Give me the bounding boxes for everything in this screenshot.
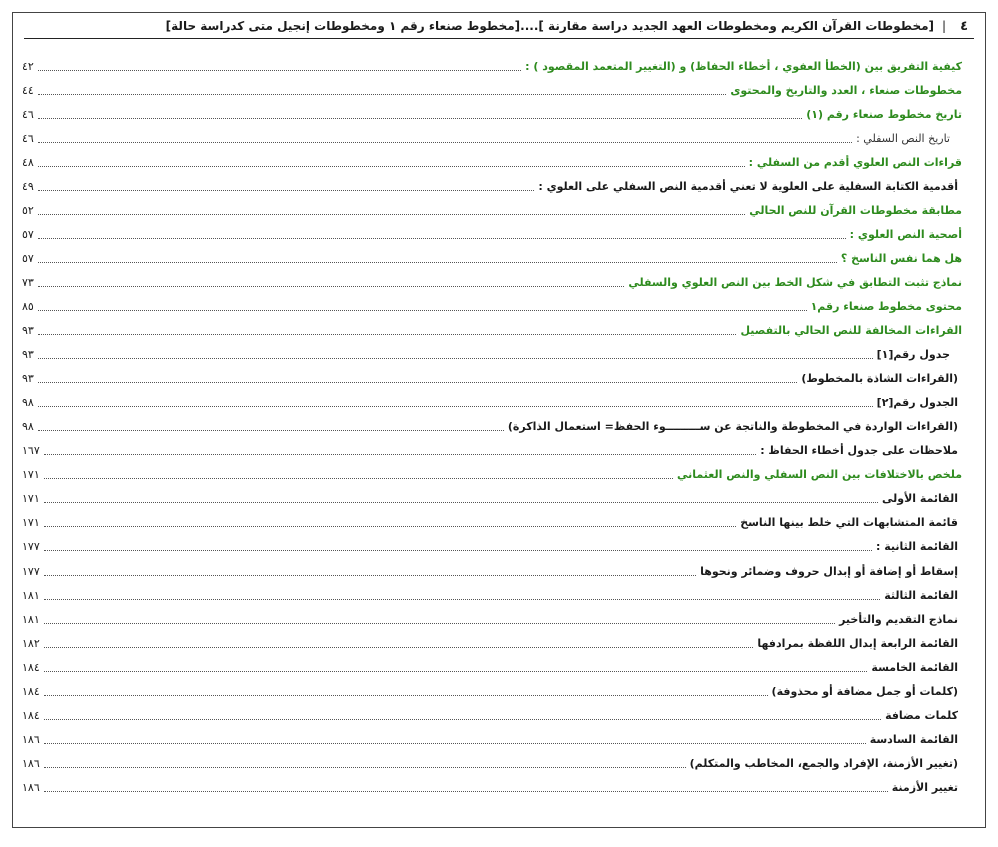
toc-entry-page: ١٧١ (22, 492, 40, 506)
dot-leader (38, 94, 727, 95)
toc-entry[interactable] (22, 463, 962, 487)
toc-entry-page: ١٧٧ (22, 540, 40, 554)
toc-entry-page: ١٨٦ (22, 780, 40, 794)
toc-entry-page: ٤٨ (22, 155, 34, 169)
dot-leader (44, 791, 888, 792)
toc-entry-page: ٤٩ (22, 179, 34, 193)
header-title: [مخطوطات القرآن الكريم ومخطوطات العهد الجديد دراسة مقارنة ]....[مخطوط صنعاء رقم ١ ومخطوطات إنجيل متى كدراسة حالة] (165, 19, 935, 33)
dot-leader (44, 575, 696, 576)
toc-entry-title: القائمة الأولى (881, 492, 958, 506)
dot-leader (38, 286, 625, 287)
toc-entry-title: ملاحظات على جدول أخطاء الحفاظ : (760, 444, 958, 458)
toc-entry[interactable] (22, 150, 962, 174)
dot-leader (44, 599, 880, 600)
toc-entry-page: ٩٣ (22, 372, 34, 386)
toc-entry[interactable] (22, 751, 962, 775)
toc-entry-page: ٩٣ (22, 348, 34, 362)
page-number: ٤ (960, 18, 968, 34)
toc-entry[interactable] (22, 102, 962, 126)
toc-entry-title: نماذج التقديم والتأخير (839, 612, 958, 626)
toc-entry[interactable] (22, 78, 962, 102)
toc-entry[interactable] (22, 54, 962, 78)
dot-leader (38, 310, 807, 311)
toc-entry[interactable] (22, 343, 962, 367)
toc-entry-title: أصحية النص العلوي : (849, 227, 962, 241)
toc-entry-title: أقدمية الكتابة السفلية على العلوية لا تعني أقدمية النص السفلي على العلوي : (538, 179, 958, 193)
toc-entry[interactable] (22, 559, 962, 583)
toc-entry[interactable] (22, 126, 962, 150)
toc-entry-title: القائمة الرابعة إبدال اللفظة بمرادفها (757, 636, 958, 650)
toc-entry-page: ٤٢ (22, 59, 34, 73)
dot-leader (44, 454, 756, 455)
toc-entry-title: تاريخ النص السفلي : (856, 131, 950, 145)
toc-entry-page: ١٧١ (22, 516, 40, 530)
dot-leader (38, 382, 797, 383)
toc-entry-title: مطابقة مخطوطات القرآن للنص الحالي (749, 203, 962, 217)
toc-entry[interactable] (22, 775, 962, 799)
toc-entry[interactable] (22, 415, 962, 439)
toc-entry-page: ١٨١ (22, 612, 40, 626)
toc-entry-title: (كلمات أو جمل مضافة أو محذوفة) (771, 684, 958, 698)
running-header (24, 14, 974, 39)
toc-entry[interactable] (22, 703, 962, 727)
dot-leader (44, 526, 736, 527)
toc-entry[interactable] (22, 367, 962, 391)
toc-entry-page: ٥٧ (22, 251, 34, 265)
toc-entry-title: القائمة الخامسة (871, 660, 958, 674)
toc-entry[interactable] (22, 246, 962, 270)
toc-entry-title: إسقاط أو إضافة أو إبدال حروف وضمائر ونحوها (700, 564, 958, 578)
dot-leader (38, 70, 521, 71)
toc-entry-title: قائمة المتشابهات التي خلط بينها الناسخ (740, 516, 958, 530)
header-divider: | (942, 19, 947, 33)
toc-entry-title: (تغيير الأزمنة، الإفراد والجمع، المخاطب والمتكلم) (689, 756, 958, 770)
dot-leader (38, 166, 745, 167)
toc-entry-title: تغيير الأزمنة (891, 780, 958, 794)
toc-entry-title: ملخص بالاختلافات بين النص السفلي والنص العثماني (677, 468, 962, 482)
dot-leader (38, 214, 745, 215)
dot-leader (38, 430, 504, 431)
toc-entry[interactable] (22, 319, 962, 343)
toc-entry[interactable] (22, 222, 962, 246)
toc-entry-title: القائمة السادسة (869, 732, 958, 746)
dot-leader (44, 695, 768, 696)
dot-leader (44, 647, 754, 648)
dot-leader (38, 406, 873, 407)
dot-leader (38, 190, 535, 191)
toc-entry-page: ٥٢ (22, 203, 34, 217)
toc-entry[interactable] (22, 294, 962, 318)
toc-entry-page: ١٦٧ (22, 444, 40, 458)
toc-entry-title: الجدول رقم[٢] (876, 396, 958, 410)
toc-entry-page: ٤٤ (22, 83, 34, 97)
toc-entry[interactable] (22, 487, 962, 511)
toc-entry[interactable] (22, 679, 962, 703)
toc-entry-title: مخطوطات صنعاء ، العدد والتاريخ والمحتوى (730, 83, 962, 97)
dot-leader (44, 671, 868, 672)
toc-entry[interactable] (22, 198, 962, 222)
toc-entry-page: ٩٣ (22, 324, 34, 338)
toc-entry[interactable] (22, 511, 962, 535)
toc-entry-title: كلمات مضافة (885, 708, 958, 722)
dot-leader (44, 502, 878, 503)
toc-entry-title: القائمة الثالثة (884, 588, 958, 602)
dot-leader (38, 334, 737, 335)
toc-entry-title: نماذج تثبت التطابق في شكل الخط بين النص العلوي والسفلي (628, 275, 962, 289)
toc-entry[interactable] (22, 535, 962, 559)
toc-entry[interactable] (22, 270, 962, 294)
toc-entry-page: ١٨٦ (22, 732, 40, 746)
toc-entry-title: القائمة الثانية : (876, 540, 958, 554)
toc-entry-page: ٤٦ (22, 107, 34, 121)
toc-entry-title: القراءات المخالفة للنص الحالي بالتفصيل (740, 324, 962, 338)
dot-leader (38, 238, 846, 239)
toc-entry-page: ١٨٢ (22, 636, 40, 650)
dot-leader (44, 478, 673, 479)
toc-entry-page: ١٨٤ (22, 708, 40, 722)
toc-entry-title: محتوى مخطوط صنعاء رقم١ (810, 299, 962, 313)
toc-entry-page: ٤٦ (22, 131, 34, 145)
toc-entry-page: ٥٧ (22, 227, 34, 241)
toc-entry-title: قراءات النص العلوي أقدم من السفلي : (748, 155, 962, 169)
toc-entry-page: ١٨٤ (22, 660, 40, 674)
toc-entry-page: ١٨٦ (22, 756, 40, 770)
toc-entry-page: ١٧١ (22, 468, 40, 482)
toc-entry[interactable] (22, 631, 962, 655)
toc-entry-page: ١٧٧ (22, 564, 40, 578)
dot-leader (38, 262, 837, 263)
dot-leader (44, 550, 872, 551)
dot-leader (44, 623, 835, 624)
toc-entry-title: تاريخ مخطوط صنعاء رقم (١) (806, 107, 962, 121)
toc-entry-page: ٨٥ (22, 299, 34, 313)
toc-entry-title: (القراءات الشاذة بالمخطوط) (801, 372, 958, 386)
toc-entry[interactable] (22, 655, 962, 679)
toc-entry-title: كيفية التفريق بين (الخطأ العفوي ، أخطاء الحفاظ) و (التغيير المتعمد المقصود ) : (525, 59, 962, 73)
dot-leader (44, 743, 866, 744)
toc-entry-page: ٩٨ (22, 420, 34, 434)
table-of-contents (22, 54, 962, 799)
dot-leader (44, 719, 881, 720)
toc-entry-page: ١٨١ (22, 588, 40, 602)
toc-entry[interactable] (22, 607, 962, 631)
toc-entry-title: جدول رقم[١] (876, 348, 950, 362)
toc-entry[interactable] (22, 391, 962, 415)
dot-leader (44, 767, 686, 768)
dot-leader (38, 358, 873, 359)
toc-entry[interactable] (22, 439, 962, 463)
toc-entry[interactable] (22, 727, 962, 751)
toc-entry-page: ١٨٤ (22, 684, 40, 698)
toc-entry[interactable] (22, 174, 962, 198)
toc-entry-page: ٧٣ (22, 275, 34, 289)
dot-leader (38, 118, 802, 119)
dot-leader (38, 142, 852, 143)
toc-entry-title: هل هما نفس الناسخ ؟ (840, 251, 962, 265)
toc-entry[interactable] (22, 583, 962, 607)
toc-entry-title: (القراءات الواردة في المخطوطة والناتجة عن ســـــــــوء الحفظ= استعمال الذاكرة) (507, 420, 958, 434)
toc-entry-page: ٩٨ (22, 396, 34, 410)
